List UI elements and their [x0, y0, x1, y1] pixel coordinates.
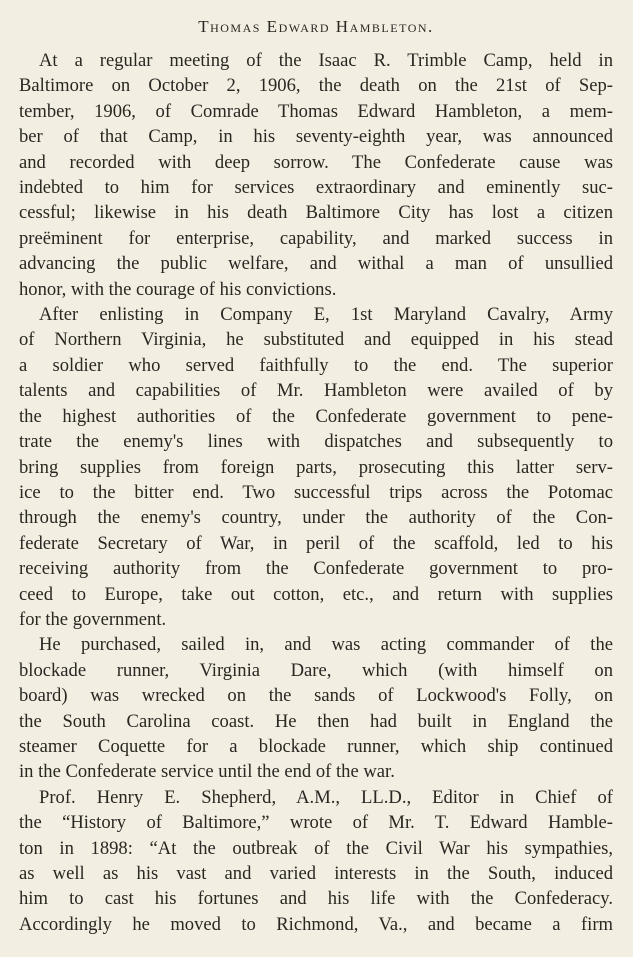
- text-line: ceed to Europe, take out cotton, etc., and return with supplies: [19, 583, 613, 605]
- text-line: steamer Coquette for a blockade runner, which ship continued: [19, 735, 613, 757]
- text-line: and recorded with deep sorrow. The Confederate cause was: [19, 151, 613, 173]
- text-line: cessful; likewise in his death Baltimore City has lost a citizen: [19, 202, 613, 224]
- text-line: preëminent for enterprise, capability, and marked success in: [19, 227, 613, 249]
- text-line: the South Carolina coast. He then had built in England the: [19, 710, 613, 732]
- text-line: Prof. Henry E. Shepherd, A.M., LL.D., Editor in Chief of: [39, 786, 613, 808]
- text-line: Accordingly he moved to Richmond, Va., and became a firm: [19, 913, 613, 935]
- text-line: At a regular meeting of the Isaac R. Trimble Camp, held in: [39, 50, 613, 71]
- article-body: [19, 48, 613, 937]
- text-line: indebted to him for services extraordinary and eminently suc-: [19, 177, 613, 199]
- text-line: for the government.: [19, 608, 167, 630]
- text-line: honor, with the courage of his convictions.: [19, 278, 337, 300]
- page-title: Thomas Edward Hambleton.: [198, 17, 434, 36]
- paragraph: [19, 302, 613, 632]
- text-line: the “History of Baltimore,” wrote of Mr. T. Edward Hamble-: [19, 812, 613, 834]
- text-line: the highest authorities of the Confederate government to pene-: [19, 405, 613, 427]
- text-line: talents and capabilities of Mr. Hambleton were availed of by: [19, 380, 613, 402]
- paragraph: [19, 785, 613, 937]
- text-line: He purchased, sailed in, and was acting commander of the: [39, 634, 613, 656]
- text-line: After enlisting in Company E, 1st Maryland Cavalry, Army: [39, 304, 613, 326]
- paragraph: [19, 48, 613, 302]
- text-line: advancing the public welfare, and withal a man of unsullied: [19, 253, 613, 275]
- text-line: through the enemy's country, under the authority of the Con-: [19, 507, 613, 529]
- text-line: of Northern Virginia, he substituted and equipped in his stead: [19, 329, 613, 351]
- text-line: in the Confederate service until the end of the war.: [19, 761, 395, 783]
- text-line: trate the enemy's lines with dispatches and subsequently to: [19, 431, 613, 453]
- text-line: tember, 1906, of Comrade Thomas Edward Hambleton, a mem-: [19, 100, 613, 122]
- text-line: receiving authority from the Confederate government to pro-: [19, 558, 613, 580]
- text-line: board) was wrecked on the sands of Lockwood's Folly, on: [19, 685, 613, 707]
- text-line: him to cast his fortunes and his life with the Confederacy.: [19, 888, 613, 910]
- text-line: blockade runner, Virginia Dare, which (with himself on: [19, 659, 613, 681]
- text-line: a soldier who served faithfully to the end. The superior: [19, 354, 613, 376]
- text-line: ber of that Camp, in his seventy-eighth year, was announced: [19, 126, 613, 148]
- text-line: Baltimore on October 2, 1906, the death on the 21st of Sep-: [19, 75, 613, 97]
- text-line: as well as his vast and varied interests in the South, induced: [19, 863, 613, 884]
- text-line: ton in 1898: “At the outbreak of the Civil War his sympathies,: [19, 837, 613, 859]
- text-line: federate Secretary of War, in peril of the scaffold, led to his: [19, 532, 613, 554]
- paragraph: [19, 632, 613, 784]
- text-line: bring supplies from foreign parts, prosecuting this latter serv-: [19, 456, 613, 478]
- text-line: ice to the bitter end. Two successful trips across the Potomac: [19, 481, 613, 503]
